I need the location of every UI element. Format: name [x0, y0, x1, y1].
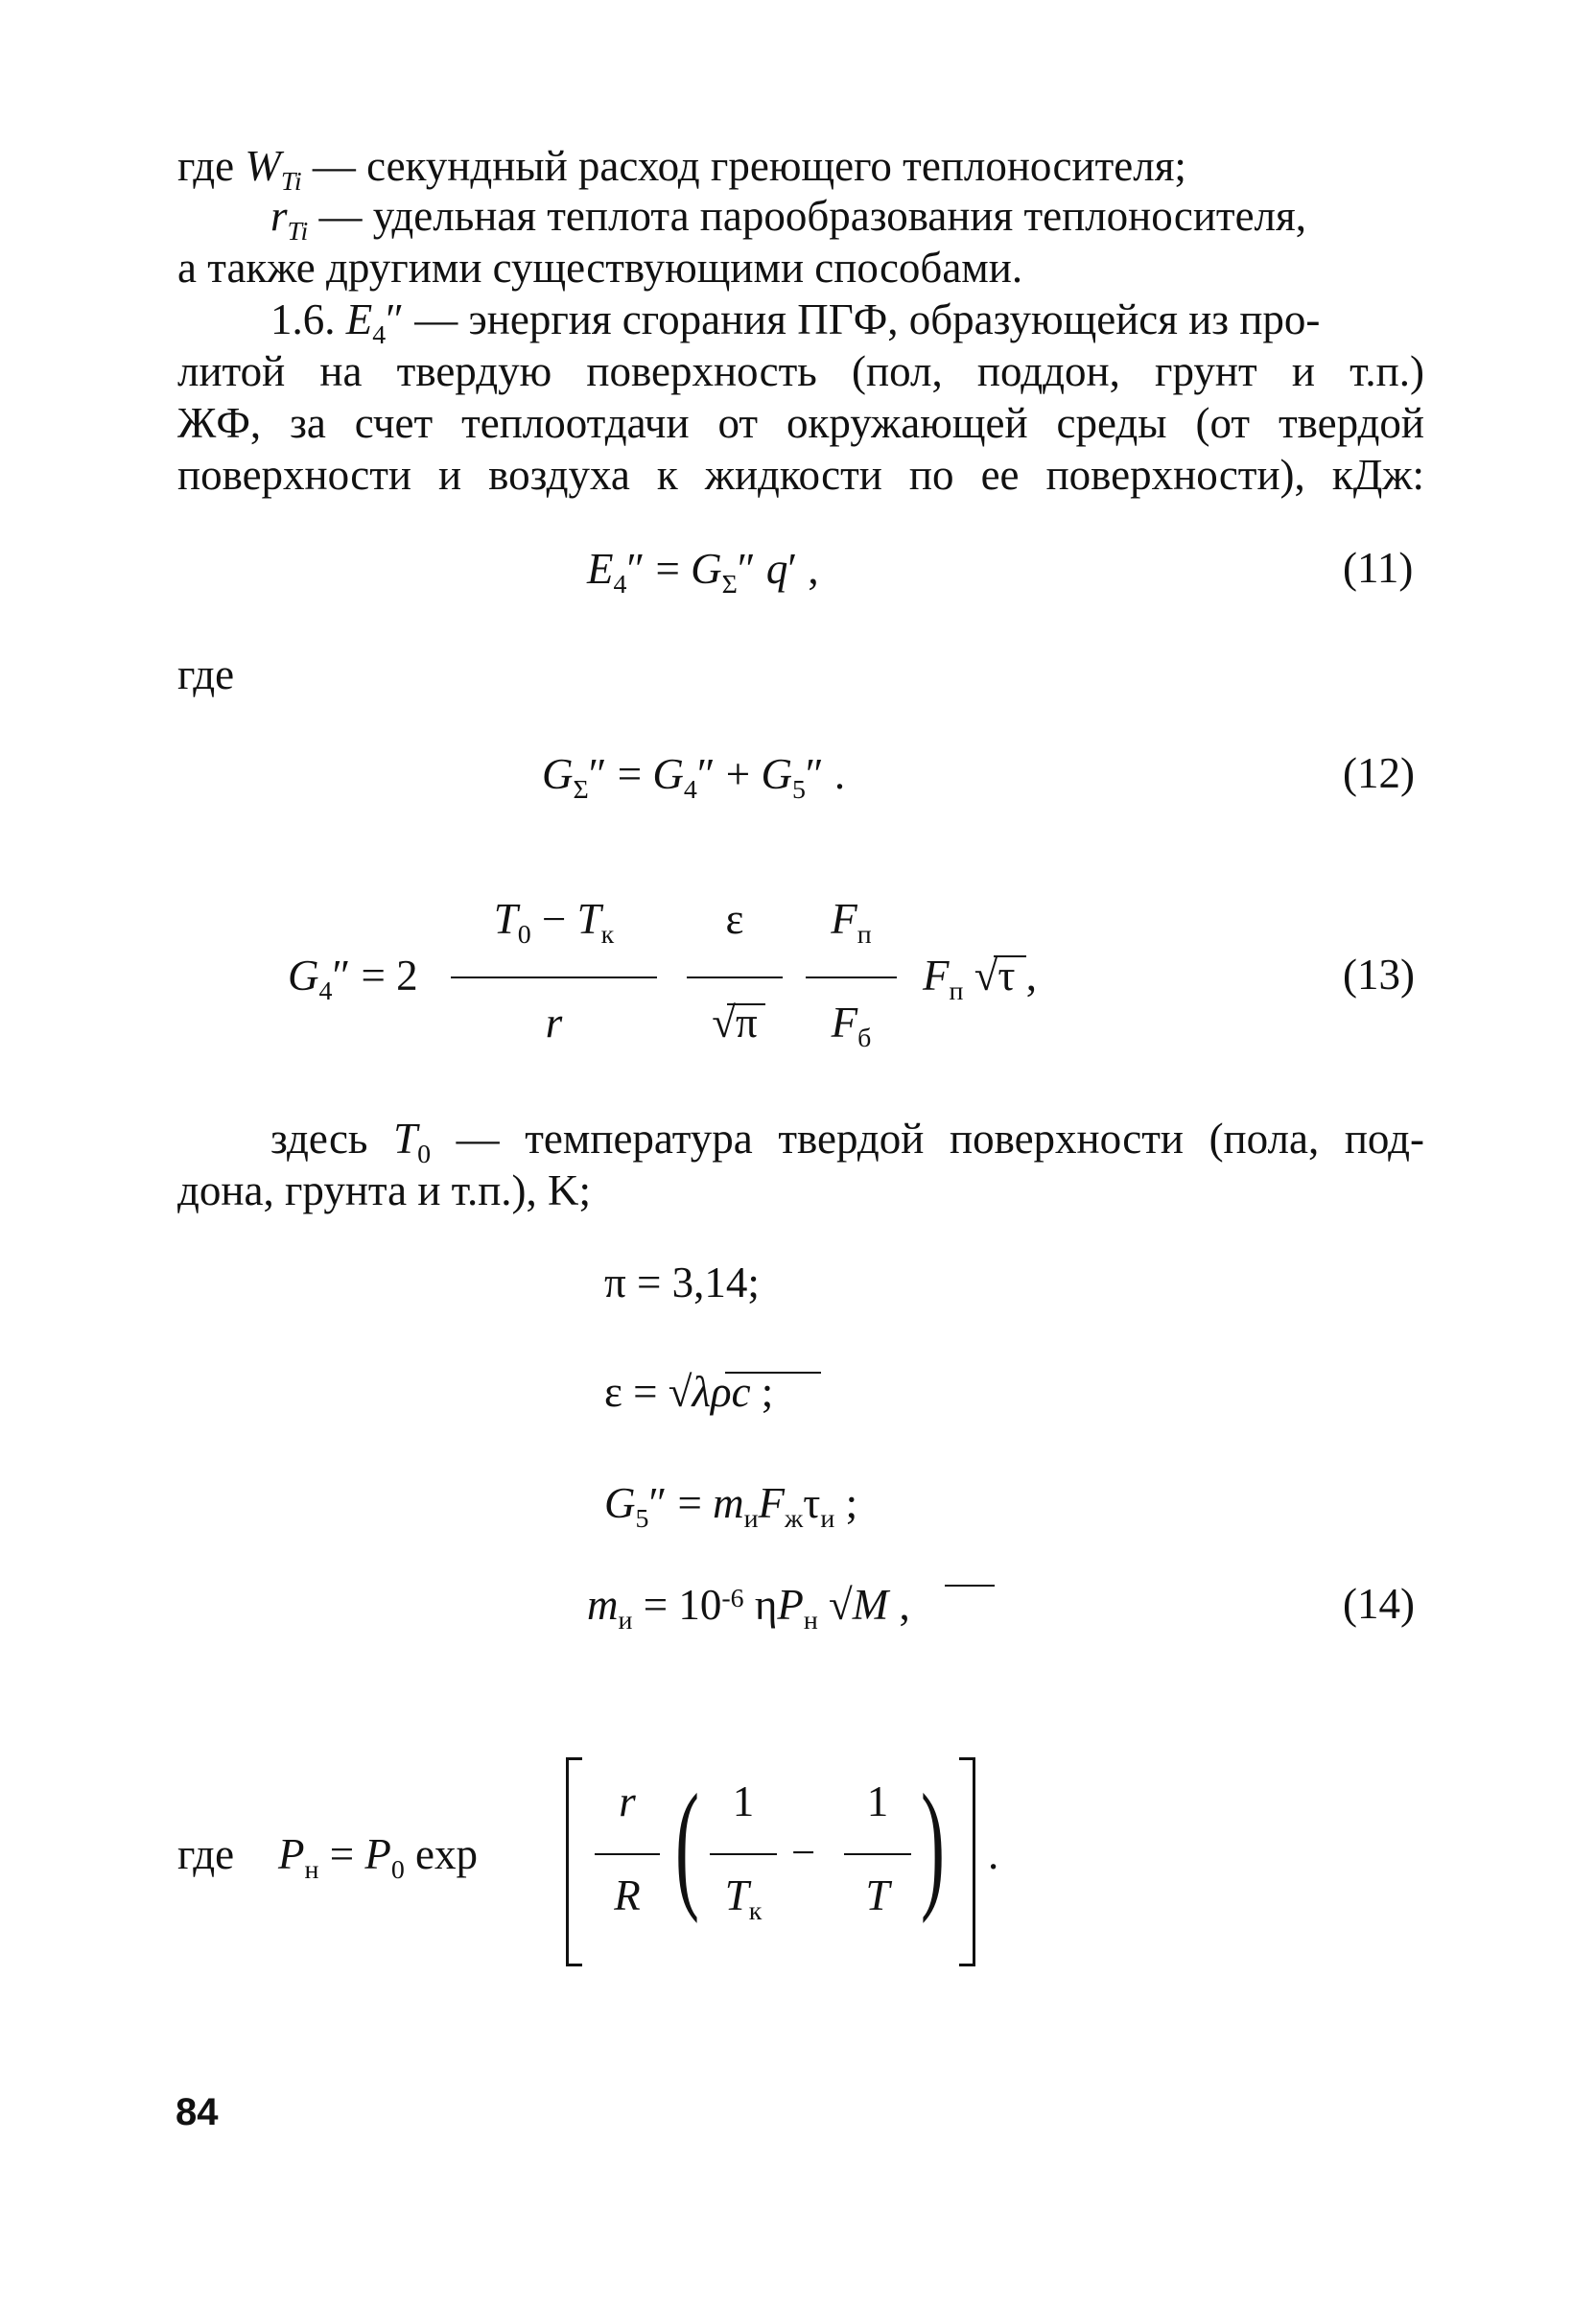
sqrt-bar	[994, 955, 1026, 957]
sqrt-bar	[727, 1003, 765, 1005]
subscript-ti: Ti	[280, 166, 302, 197]
left-parenthesis: (	[675, 1765, 699, 1924]
eq-pn-inner-frac1-denominator: $T_к$	[724, 1871, 763, 1926]
text-zdes-line-1	[270, 1113, 1424, 1169]
text-line-2	[270, 190, 1306, 247]
text-fragment: — температура твердой поверхности (пола, под-	[431, 1115, 1424, 1163]
text-fragment: здесь	[270, 1115, 394, 1163]
ten-exponent: -6	[721, 1584, 744, 1614]
eq13-frac1-numerator: $T_0 - T_к$	[493, 895, 615, 950]
eq13-frac3-denominator: $F_б$	[831, 999, 872, 1053]
eq13-frac3-bar	[806, 977, 897, 978]
eq-pn-inner-frac2-numerator: 1	[866, 1777, 889, 1825]
subscript-4: 4	[372, 319, 387, 350]
text-fragment: ″ — энергия сгорания ПГФ, образующейся из про-	[386, 295, 1321, 343]
equation-12-number: (12)	[1343, 749, 1415, 797]
eq-pn-inner-frac1-numerator: 1	[732, 1777, 755, 1825]
equation-12: $G_\Sigma'' = G_4'' + G_5''$ .	[542, 750, 846, 805]
eq13-frac2-bar	[687, 977, 783, 978]
equation-11: $E_4'' = G_\Sigma''$ q′ ,	[587, 545, 819, 600]
text-line-7: поверхности и воздуха к жидкости по ее поверхности), кДж:	[177, 451, 1424, 499]
eq13-frac2-denominator: √π	[712, 999, 758, 1047]
equation-14: $m_и = 10^{-6}$ $\eta P_н$ √M ,	[587, 1581, 910, 1635]
period: .	[988, 1830, 999, 1878]
equation-13-number: (13)	[1343, 951, 1415, 999]
text-fragment: где	[177, 142, 246, 190]
left-square-bracket	[566, 1757, 582, 1966]
text-fragment: — удельная теплота парообразования теплоносителя,	[308, 192, 1306, 240]
text-line-3: а также другими существующими способами.	[177, 244, 1023, 292]
eq13-lhs: $G_4'' = 2$	[288, 952, 418, 1006]
symbol-t: T	[393, 1115, 418, 1163]
eq13-rhs: $F_п$ √τ ,	[923, 952, 1037, 1006]
sqrt-bar	[725, 1372, 821, 1374]
minus-sign: −	[791, 1828, 816, 1876]
equation-g5: $G_5'' = m_иF_ж\tau_и$ ;	[604, 1479, 858, 1534]
ten: 10	[678, 1581, 722, 1629]
sqrt-bar	[945, 1585, 995, 1587]
text-fragment: 1.6.	[270, 295, 346, 343]
text-line-4	[270, 294, 1321, 350]
equation-14-number: (14)	[1343, 1580, 1415, 1628]
eq-pn-inner-frac1-bar	[710, 1853, 777, 1855]
eq-pn-inner-frac2-bar	[844, 1853, 911, 1855]
equation-11-number: (11)	[1343, 544, 1414, 592]
right-square-bracket	[959, 1757, 975, 1966]
page-number: 84	[176, 2091, 219, 2133]
text-line-6: ЖФ, за счет теплоотдачи от окружающей среды (от твердой	[177, 399, 1424, 447]
symbol-w: W	[245, 142, 281, 190]
text-line-1	[177, 140, 1186, 197]
subscript-ti: Ti	[287, 216, 309, 247]
eq-pn-frac-numerator: r	[619, 1777, 636, 1825]
equation-epsilon: ε = √λρc ;	[604, 1368, 774, 1416]
text-line-5: литой на твердую поверхность (пол, поддон, грунт и т.п.)	[177, 347, 1424, 395]
right-parenthesis: )	[921, 1765, 945, 1924]
text-fragment: — секундный расход греющего теплоносителя;	[301, 142, 1186, 190]
eq13-frac1-bar	[451, 977, 657, 978]
pi-value: 3,14;	[671, 1259, 760, 1306]
eq13-frac1-denominator: r	[545, 999, 563, 1047]
eq-pn-lhs: $P_н = P_0$ exp	[278, 1830, 479, 1885]
text-gde: где	[177, 650, 235, 698]
exp-label: exp	[415, 1830, 479, 1878]
eq-pn-frac-bar	[595, 1853, 660, 1855]
symbol-r: r	[270, 192, 288, 240]
eq13-frac3-numerator: $F_п$	[831, 895, 872, 950]
subscript-0: 0	[417, 1139, 432, 1169]
text-zdes-line-2: дона, грунта и т.п.), K;	[177, 1166, 592, 1214]
eq-pn-inner-frac2-denominator: T	[865, 1871, 890, 1919]
eq-pn-frac-denominator: R	[614, 1871, 641, 1919]
eq13-frac2-numerator: ε	[725, 895, 744, 943]
equation-pi: π = 3,14;	[604, 1259, 760, 1306]
symbol-e: E	[345, 295, 373, 343]
text-gde-last: где	[177, 1830, 235, 1878]
